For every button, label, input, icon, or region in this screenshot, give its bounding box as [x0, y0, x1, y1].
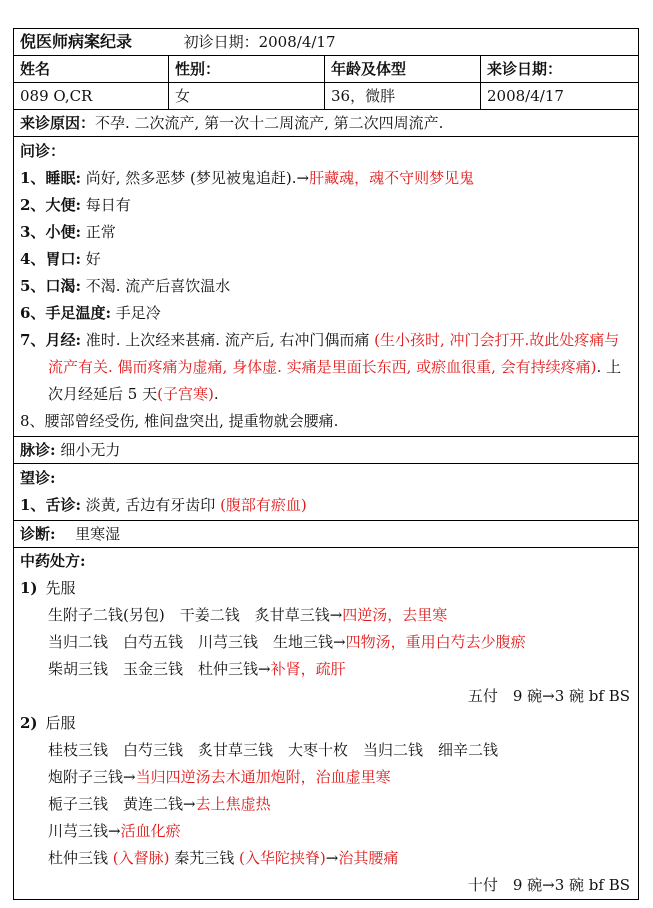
inquiry-item-menses [20, 327, 632, 408]
course-title: 后服 [45, 714, 76, 732]
first-course-dosage [20, 683, 632, 710]
reason-cell [14, 110, 639, 137]
arrow-icon: → [542, 687, 555, 705]
item-label: 口渴: [45, 277, 81, 295]
arrow-icon: → [183, 795, 196, 813]
dosage-text: 五付 9 碗 [467, 687, 543, 705]
name-header: 姓名 [14, 56, 169, 83]
patient-visit-date: 2008/4/17 [481, 83, 639, 110]
item-text: 尚好, 然多恶梦 (梦见被鬼追赶). [80, 169, 297, 187]
item-text: 腰部曾经受伤, 椎间盘突出, 提重物就会腰痛. [44, 412, 339, 430]
item-label: 睡眠: [45, 169, 81, 187]
herb-list: 生附子二钱(另包) 干姜二钱 炙甘草三钱 [48, 606, 330, 624]
herb-note: 去上焦虚热 [195, 795, 271, 813]
item-number: 4、 [20, 250, 46, 268]
diagnosis-label: 诊断: [20, 525, 56, 543]
first-course-title [20, 575, 632, 602]
herb-list: 当归二钱 白芍五钱 川芎三钱 生地三钱 [48, 633, 334, 651]
observation-cell [14, 464, 639, 521]
inquiry-cell [14, 137, 639, 437]
second-course-dosage [20, 872, 632, 899]
item-number: 5、 [20, 277, 46, 295]
visit-date-header: 来诊日期： [481, 56, 639, 83]
first-visit-label: 初诊日期： [183, 33, 259, 51]
arrow-icon: → [108, 822, 121, 840]
inquiry-item-stool [20, 192, 632, 219]
item-number: 1、 [20, 169, 46, 187]
diagnosis-text: 里寒湿 [75, 525, 121, 543]
herb-list: 秦艽三钱 [169, 849, 240, 867]
patient-gender: 女 [169, 83, 325, 110]
item-text: 淡黄, 舌边有牙齿印 [80, 496, 221, 514]
item-number: 6、 [20, 304, 46, 322]
item-label: 手足温度: [45, 304, 111, 322]
arrow-icon: → [333, 633, 346, 651]
herb-list: 炮附子三钱 [48, 768, 124, 786]
inquiry-item-limb-temperature [20, 300, 632, 327]
record-title: 倪医师病案纪录 [20, 32, 133, 51]
first-course-line-1 [20, 602, 632, 629]
item-number: 7、 [20, 331, 46, 349]
pulse-cell [14, 437, 639, 464]
item-text: 准时. 上次经来甚痛. 流产后, 右冲门偶而痛 [80, 331, 375, 349]
herb-list: 柴胡三钱 玉金三钱 杜仲三钱 [48, 660, 259, 678]
item-text: 手足冷 [110, 304, 161, 322]
herb-note: 四逆汤，去里寒 [342, 606, 448, 624]
patient-age: 36，微胖 [325, 83, 481, 110]
course-number: 2) [20, 714, 38, 732]
arrow-icon: → [296, 169, 310, 187]
item-note: 肝藏魂，魂不守则梦见鬼 [309, 169, 475, 187]
prescription-cell [14, 548, 639, 900]
item-text: 好 [80, 250, 101, 268]
title-cell [14, 29, 639, 56]
inquiry-label: 问诊： [20, 142, 66, 160]
patient-header-row [14, 56, 639, 83]
item-note: (子宫寒) [157, 385, 214, 403]
item-number: 3、 [20, 223, 46, 241]
herb-note: 当归四逆汤去木通加炮附，治血虚里寒 [135, 768, 391, 786]
inquiry-item-thirst [20, 273, 632, 300]
patient-value-row [14, 83, 639, 110]
item-label: 小便: [45, 223, 81, 241]
item-label: 月经: [45, 331, 81, 349]
medical-record-table [13, 28, 639, 900]
item-number: 2、 [20, 196, 46, 214]
observation-row [14, 464, 639, 521]
item-text: 正常 [80, 223, 116, 241]
first-visit-date: 2008/4/17 [258, 33, 336, 51]
item-text: . [213, 385, 219, 403]
item-number: 1、 [20, 496, 46, 514]
inquiry-item-sleep [20, 165, 632, 192]
prescription-label: 中药处方: [20, 552, 86, 570]
inquiry-item-appetite [20, 246, 632, 273]
dosage-text: 3 碗 bf BS [554, 687, 631, 705]
patient-name: 089 O,CR [14, 83, 169, 110]
dosage-text: 十付 9 碗 [467, 876, 543, 894]
herb-note: 补肾，疏肝 [270, 660, 346, 678]
diagnosis-row [14, 521, 639, 548]
herb-note: (入督脉) [112, 849, 170, 867]
item-number: 8、 [20, 412, 45, 430]
item-label: 胃口: [45, 250, 81, 268]
inquiry-item-back [20, 408, 632, 435]
item-text: 不渴. 流产后喜饮温水 [80, 277, 231, 295]
second-course-title [20, 710, 632, 737]
gender-header: 性别： [169, 56, 325, 83]
herb-note: 治其腰痛 [338, 849, 399, 867]
item-note: (生小孩时, 冲门会打开.故此处疼痛与流产有关. 偶而疼痛为虚痛, 身体虚. 实痛是里面长东西, 或瘀血很重, 会有持续疼痛) [48, 331, 620, 376]
first-course-line-3 [20, 656, 632, 683]
prescription-row [14, 548, 639, 900]
herb-list: 川芎三钱 [48, 822, 109, 840]
herb-list: 栀子三钱 黄连二钱 [48, 795, 184, 813]
item-label: 大便: [45, 196, 81, 214]
observation-label: 望诊: [20, 469, 56, 487]
second-course-line-5 [20, 845, 632, 872]
item-text: 每日有 [80, 196, 131, 214]
arrow-icon: → [329, 606, 343, 624]
herb-list: 杜仲三钱 [48, 849, 113, 867]
second-course-line-4 [20, 818, 632, 845]
arrow-icon: → [123, 768, 136, 786]
second-course-line-3 [20, 791, 632, 818]
reason-text: 不孕. 二次流产, 第一次十二周流产, 第二次四周流产. [95, 114, 444, 132]
herb-note: 四物汤，重用白芍去少腹瘀 [345, 633, 526, 651]
arrow-icon: → [258, 660, 271, 678]
arrow-icon: → [325, 849, 339, 867]
pulse-text: 细小无力 [55, 441, 121, 459]
arrow-icon: → [542, 876, 555, 894]
title-row [14, 29, 639, 56]
item-text: . 上次月经延后 5 天 [48, 358, 622, 403]
reason-row [14, 110, 639, 137]
diagnosis-cell [14, 521, 639, 548]
age-header: 年龄及体型 [325, 56, 481, 83]
dosage-text: 3 碗 bf BS [554, 876, 631, 894]
course-title: 先服 [45, 579, 76, 597]
course-number: 1) [20, 579, 38, 597]
herb-note: 活血化瘀 [120, 822, 181, 840]
pulse-label: 脉诊: [20, 441, 56, 459]
second-course-line-1 [20, 737, 632, 764]
reason-label: 来诊原因： [20, 114, 96, 132]
first-course-line-2 [20, 629, 632, 656]
second-course-line-2 [20, 764, 632, 791]
medical-record-sheet [13, 28, 638, 900]
item-note: (腹部有瘀血) [220, 496, 307, 514]
herb-list: 桂枝三钱 白芍三钱 炙甘草三钱 大枣十枚 当归二钱 细辛二钱 [48, 741, 499, 759]
inquiry-item-urine [20, 219, 632, 246]
inquiry-row [14, 137, 639, 437]
pulse-row [14, 437, 639, 464]
item-label: 舌诊: [45, 496, 81, 514]
herb-note: (入华陀挟脊) [239, 849, 326, 867]
tongue-diagnosis [20, 492, 632, 519]
